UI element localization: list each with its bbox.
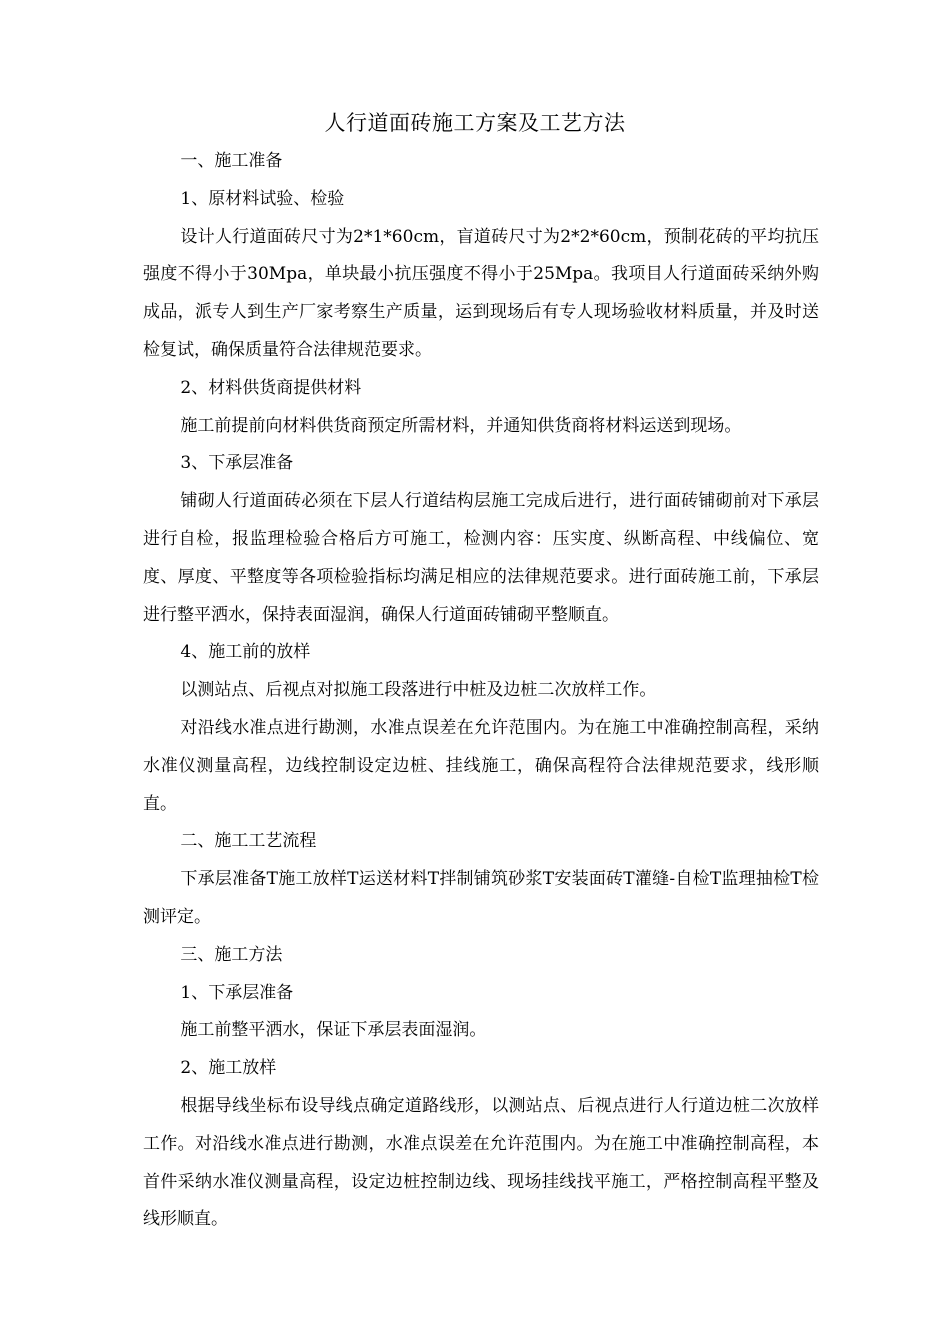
paragraph-layout-1: 以测站点、后视点对拟施工段落进行中桩及边桩二次放样工作。 [180, 680, 657, 701]
paragraph-base-prep: 铺砌人行道面砖必须在下层人行道结构层施工完成后进行，进行面砖铺砌前对下承层进行自检，报监理检验合格后方可施工，检测内容：压实度、纵断高程、中线偏位、宽度、厚度、平整度等各项检验指标均满足相应的法律规范要求。进行面砖施工前，下承层进行整平洒水，保持表面湿润，确保人行道面砖铺砌平整顺直。 [143, 491, 819, 625]
heading-section-3: 三、施工方法 [180, 944, 283, 965]
subheading-supplier: 2、材料供货商提供材料 [180, 377, 362, 398]
paragraph-process-flow: 下承层准备T施工放样T运送材料T拌制铺筑砂浆T安装面砖T灌缝-自检T监理抽检T检测评定。 [143, 869, 819, 927]
subheading-layout: 4、施工前的放样 [180, 642, 311, 663]
paragraph-method-base: 施工前整平洒水，保证下承层表面湿润。 [180, 1020, 487, 1041]
subheading-method-base: 1、下承层准备 [180, 982, 294, 1003]
paragraph-material-spec: 设计人行道面砖尺寸为2*1*60cm，盲道砖尺寸为2*2*60cm，预制花砖的平均抗压强度不得小于30Mpa，单块最小抗压强度不得小于25Mpa。我项目人行道面砖采纳外购成品，派专人到生产厂家考察生产质量，运到现场后有专人现场验收材料质量，并及时送检复试，确保质量符合法律规范要求。 [143, 226, 819, 360]
subheading-method-layout: 2、施工放样 [180, 1058, 277, 1079]
subheading-material-test: 1、原材料试验、检验 [180, 188, 345, 209]
heading-section-1: 一、施工准备 [180, 151, 283, 171]
paragraph-supplier: 施工前提前向材料供货商预定所需材料，并通知供货商将材料运送到现场。 [180, 415, 742, 436]
paragraph-layout-2: 对沿线水准点进行勘测，水准点误差在允许范围内。为在施工中准确控制高程，采纳水准仪测量高程，边线控制设定边桩、挂线施工，确保高程符合法律规范要求，线形顺直。 [143, 717, 819, 814]
document-title: 人行道面砖施工方案及工艺方法 [324, 111, 626, 135]
document-body [143, 143, 819, 1239]
subheading-base-prep: 3、下承层准备 [180, 453, 294, 474]
heading-section-2: 二、施工工艺流程 [180, 831, 317, 852]
paragraph-method-layout: 根据导线坐标布设导线点确定道路线形，以测站点、后视点进行人行道边桩二次放样工作。对沿线水准点进行勘测，水准点误差在允许范围内。为在施工中准确控制高程，本首件采纳水准仪测量高程，设定边桩控制边线、现场挂线找平施工，严格控制高程平整及线形顺直。 [143, 1095, 819, 1230]
